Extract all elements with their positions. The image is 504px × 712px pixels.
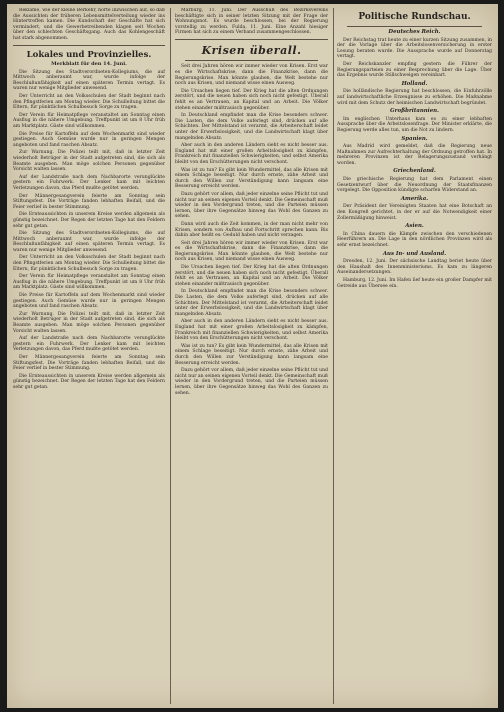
article-paragraph: Was ist zu tun? Es gibt kein Wundermittel, das alle Krisen mit einem Schlage beseitigt. Nur durch ernste, zähe Arbeit und durch den Willen zur Verständigung kann langsam eine Besserung erreicht werden. [175, 343, 328, 366]
article-paragraph: Dresden, 12. Juni. Der sächsische Landtag beriet heute über den Haushalt des Innenministeriums. Es kam zu längeren Auseinandersetzungen. [337, 259, 492, 276]
article-paragraph: Der Unterricht an den Volksschulen der Stadt beginnt nach den Pfingstferien am Montag wieder. Die Schulleitung bittet die Eltern, für pünktlichen Schulbesuch Sorge zu tragen. [13, 94, 165, 111]
article-paragraph: Dazu gehört vor allem, daß jeder einzelne seine Pflicht tut und nicht nur an seinen eigenen Vorteil denkt. Die Gemeinschaft muß wieder in den Vordergrund treten, und die Parteien müssen lernen, über ihre Gegensätze hinweg das Wohl des Ganzen zu sehen. [175, 368, 328, 396]
article-paragraph: Die holländische Regierung hat beschlossen, die Einfuhrzölle auf landwirtschaftliche Erzeugnisse zu erhöhen. Die Maßnahme wird mit dem Schutz der heimischen Landwirtschaft begründet. [337, 89, 492, 106]
article-paragraph: In China dauern die Kämpfe zwischen den verschiedenen Heerführern an. Die Lage in den nördlichen Provinzen wird als sehr ernst bezeichnet. [337, 231, 492, 248]
title-rule [347, 26, 482, 27]
section-subtitle: Merkblatt für den 14. Juni. [51, 61, 127, 68]
subsection-heading: Griechenland. [393, 168, 436, 175]
article-paragraph: Die Ernteaussichten in unserem Kreise werden allgemein als günstig bezeichnet. Der Regen der letzten Tage hat den Feldern sehr gut getan. [13, 373, 165, 390]
title-rule [185, 60, 318, 61]
article-paragraph: Der Unterricht an den Volksschulen der Stadt beginnt nach den Pfingstferien am Montag wieder. Die Schulleitung bittet die Eltern, für pünktlichen Schulbesuch Sorge zu tragen. [13, 255, 165, 272]
article-paragraph: Der Verein für Heimatpflege veranstaltet am Sonntag einen Ausflug in die nähere Umgebung. Treffpunkt ist um 8 Uhr früh am Marktplatz. Gäste sind willkommen. [13, 112, 165, 129]
article-paragraph: Aus Madrid wird gemeldet, daß die Regierung neue Maßnahmen zur Aufrechterhaltung der Ordnung getroffen hat. In mehreren Provinzen ist der Belagerungszustand verhängt worden. [337, 144, 492, 166]
intro-article: Marburg, 11. Juni. Der Ausschuß des Bezirksvereins beschäftigte sich in seiner letzten Sitzung mit der Frage der Wohnungsnot. Es wurde beschlossen, bei der Regierung vorstellig zu werden. Fulda, 11. Juni. Eine Anzahl hiesiger Firmen hat sich zu einem Verband zusammengeschlossen. [175, 8, 328, 36]
article-paragraph: Zur Warnung. Die Polizei teilt mit, daß in letzter Zeit wiederholt Betrüger in der Stadt aufgetreten sind, die sich als Beamte ausgeben. Man möge solchen Personen gegenüber Vorsicht walten lassen. [13, 311, 165, 334]
article-paragraph: Der Reichskanzler empfing gestern die Führer der Regierungsparteien zu einer Besprechung über die Lage. Über das Ergebnis wurde Stillschweigen vereinbart. [337, 61, 492, 79]
article-paragraph: In Deutschland empfindet man die Krise besonders schwer. Die Lasten, die dem Volke auferlegt sind, drücken auf alle Schichten. Der Mittelstand ist verarmt, die Arbeiterschaft leidet unter der Erwerbslosigkeit, und die Landwirtschaft klagt über mangelnden Absatz. [175, 113, 328, 141]
article-paragraph: Die Ursachen liegen tief. Der Krieg hat die alten Ordnungen zerstört, und die neuen haben sich noch nicht gefestigt. Überall fehlt es an Vertrauen, an Kapital und an Arbeit. Die Völker stehen einander mißtrauisch gegenüber. [175, 88, 328, 111]
article-paragraph: Der Präsident der Vereinigten Staaten hat eine Botschaft an den Kongreß gerichtet, in der er auf die Notwendigkeit einer Zollermäßigung hinweist. [337, 204, 492, 221]
article-paragraph: Aber auch in den anderen Ländern sieht es nicht besser aus. England hat mit einer großen Arbeitslosigkeit zu kämpfen, Frankreich mit finanziellen Schwierigkeiten, und selbst Amerika bleibt von den Erschütterungen nicht verschont. [175, 143, 328, 165]
article-paragraph: Die Sitzung des Stadtverordneten-Kollegiums, die auf Mittwoch anberaumt war, wurde infolge der Beschlußunfähigkeit auf einen späteren Termin vertagt. Es waren nur wenige Mitglieder anwesend. [13, 69, 165, 92]
section-rule [13, 45, 165, 47]
article-paragraph: Aber auch in den anderen Ländern sieht es nicht besser aus. England hat mit einer großen Arbeitslosigkeit zu kämpfen, Frankreich mit finanziellen Schwierigkeiten, und selbst Amerika bleibt von den Erschütterungen nicht verschont. [175, 319, 328, 342]
subsection-heading: Aus In- und Ausland. [382, 250, 447, 257]
column-middle [175, 8, 328, 704]
column-divider [170, 8, 171, 704]
article-paragraph: Die Preise für Kartoffeln auf dem Wochenmarkt sind wieder gestiegen. Auch Gemüse wurde nur in geringen Mengen angeboten und fand raschen Absatz. [13, 293, 165, 310]
article-paragraph: In Deutschland empfindet man die Krise besonders schwer. Die Lasten, die dem Volke auferlegt sind, drücken auf alle Schichten. Der Mittelstand ist verarmt, die Arbeiterschaft leidet unter der Erwerbslosigkeit, und die Landwirtschaft klagt über mangelnden Absatz. [175, 289, 328, 317]
column-left [13, 8, 165, 704]
article-paragraph: Die Sitzung des Stadtverordneten-Kollegiums, die auf Mittwoch anberaumt war, wurde infolge der Beschlußunfähigkeit auf einen späteren Termin vertagt. Es waren nur wenige Mitglieder anwesend. [13, 231, 165, 253]
article-paragraph: Zur Warnung. Die Polizei teilt mit, daß in letzter Zeit wiederholt Betrüger in der Stadt aufgetreten sind, die sich als Beamte ausgeben. Man möge solchen Personen gegenüber Vorsicht walten lassen. [13, 150, 165, 173]
section-rule [175, 39, 328, 41]
article-paragraph: Die Ursachen liegen tief. Der Krieg hat die alten Ordnungen zerstört, und die neuen haben sich noch nicht gefestigt. Überall fehlt es an Vertrauen, an Kapital und an Arbeit. Die Völker stehen einander mißtrauisch gegenüber. [175, 265, 328, 287]
section-title-local: Lokales und Provinzielles. [26, 50, 152, 61]
article-paragraph: Die Preise für Kartoffeln auf dem Wochenmarkt sind wieder gestiegen. Auch Gemüse wurde nur in geringen Mengen angeboten und fand raschen Absatz. [13, 131, 165, 148]
article-paragraph: Die Ernteaussichten in unserem Kreise werden allgemein als günstig bezeichnet. Der Regen der letzten Tage hat den Feldern sehr gut getan. [13, 212, 165, 229]
article-paragraph: Auf der Landstraße nach dem Nachbarorte verunglückte gestern ein Fuhrwerk. Der Lenker kam mit leichten Verletzungen davon, das Pferd mußte getötet werden. [13, 174, 165, 191]
article-paragraph: Hamburg, 12. Juni. Im Hafen lief heute ein großer Dampfer mit Getreide aus Übersee ein. [337, 277, 492, 289]
article-paragraph: Der Männergesangverein feierte am Sonntag sein Stiftungsfest. Die Vorträge fanden lebhaften Beifall, und die Feier verlief in bester Stimmung. [13, 193, 165, 210]
subsection-heading: Deutsches Reich. [388, 29, 441, 35]
article-paragraph: Seit drei Jahren hören wir immer wieder von Krisen. Erst war es die Wirtschaftskrise, dann die Finanzkrise, dann die Regierungskrise. Man könnte glauben, die Welt bestehe nur noch aus Krisen, und niemand wisse einen Ausweg. [175, 64, 328, 87]
article-paragraph: Der Männergesangverein feierte am Sonntag sein Stiftungsfest. Die Vorträge fanden lebhaften Beifall, und die Feier verlief in bester Stimmung. [13, 354, 165, 372]
column-divider [333, 8, 334, 704]
article-paragraph: Auf der Landstraße nach dem Nachbarorte verunglückte gestern ein Fuhrwerk. Der Lenker kam mit leichten Verletzungen davon, das Pferd mußte getötet werden. [13, 336, 165, 353]
article-paragraph: Dann wird auch die Zeit kommen, in der man nicht mehr von Krisen, sondern von Aufbau und Fortschritt sprechen kann. Bis dahin aber heißt es: Geduld haben und nicht verzagen. [175, 221, 328, 239]
column-right [337, 8, 492, 704]
article-paragraph: Im englischen Unterhaus kam es zu einer lebhaften Aussprache über die Arbeitslosenfrage. Der Minister erklärte, die Regierung werde alles tun, um die Not zu lindern. [337, 116, 492, 133]
subsection-heading: Spanien. [401, 135, 428, 142]
article-paragraph: Dazu gehört vor allem, daß jeder einzelne seine Pflicht tut und nicht nur an seinen eigenen Vorteil denkt. Die Gemeinschaft muß wieder in den Vordergrund treten, und die Parteien müssen lernen, über ihre Gegensätze hinweg das Wohl des Ganzen zu sehen. [175, 191, 328, 220]
article-paragraph: Seit drei Jahren hören wir immer wieder von Krisen. Erst war es die Wirtschaftskrise, dann die Finanzkrise, dann die Regierungskrise. Man könnte glauben, die Welt bestehe nur noch aus Krisen, und niemand wisse einen Ausweg. [175, 240, 328, 263]
section-title-political: Politische Rundschau. [358, 12, 471, 22]
subsection-heading: Asien. [405, 223, 424, 230]
article-paragraph: Die griechische Regierung hat dem Parlament einen Gesetzentwurf über die Neuordnung der Staatsfinanzen vorgelegt. Die Opposition kündigte scharfen Widerstand an. [337, 177, 492, 194]
subsection-heading: Amerika. [400, 195, 429, 202]
article-title-krisen: Krisen überall. [201, 44, 302, 58]
subsection-heading: Großbritannien. [390, 108, 439, 115]
newspaper-page [7, 4, 498, 708]
article-paragraph: Der Verein für Heimatpflege veranstaltet am Sonntag einen Ausflug in die nähere Umgebung. Treffpunkt ist um 8 Uhr früh am Marktplatz. Gäste sind willkommen. [13, 274, 165, 291]
article-paragraph: Der Reichstag trat heute zu einer kurzen Sitzung zusammen, in der die Vorlage über die Arbeitslosenversicherung in erster Lesung beraten wurde. Die Aussprache wurde auf Donnerstag vertagt. [337, 37, 492, 60]
subsection-heading: Holland. [401, 80, 428, 87]
article-paragraph: Was ist zu tun? Es gibt kein Wundermittel, das alle Krisen mit einem Schlage beseitigt. Nur durch ernste, zähe Arbeit und durch den Willen zur Verständigung kann langsam eine Besserung erreicht werden. [175, 167, 328, 190]
intro-article: Reklame, wie der kleine Berkehr, hörte inzwischen auf, so daß die Aussichten der früheren Lebensmittelverteilung wieder ins Hintertreffen kamen. Die Kundschaft der Geschäfte hat sich vermindert, und die Gewerbetreibenden klagen seit Wochen über den schlechten Geschäftsgang. Auch das Kohlengeschäft hat stark abgenommen. [13, 8, 165, 41]
